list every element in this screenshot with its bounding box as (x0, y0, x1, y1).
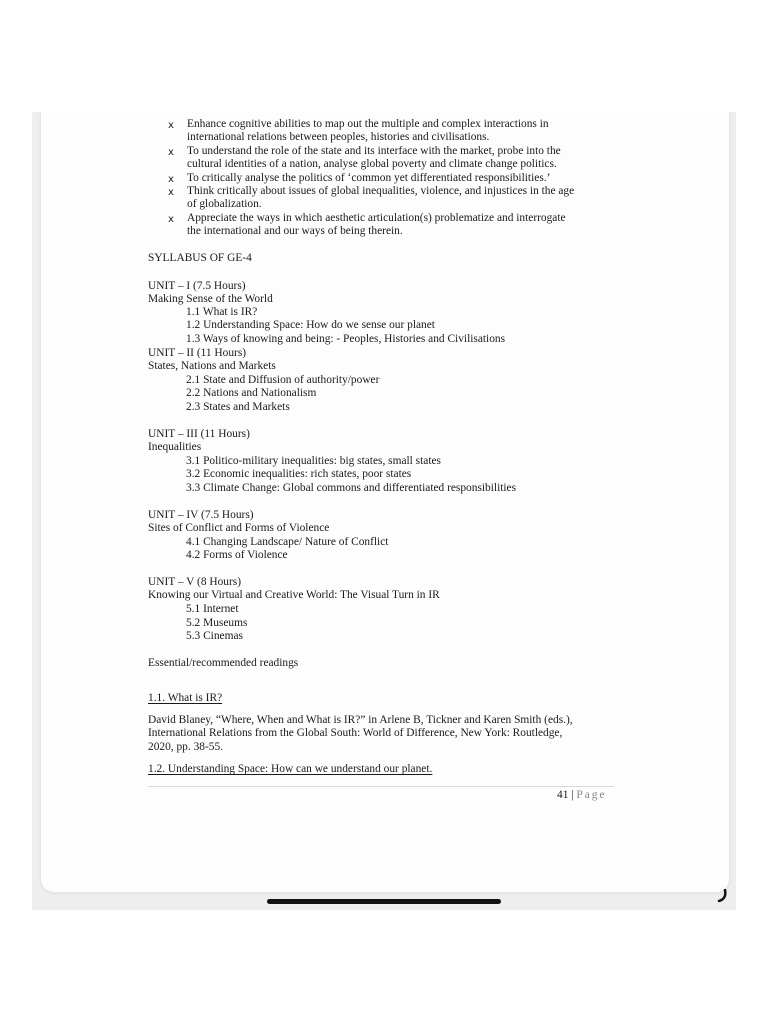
page-number (557, 789, 607, 803)
bullet-text-line: international relations between peoples, histories and civilisations. (187, 131, 490, 143)
bullet-marker: x (168, 214, 174, 225)
unit-topic: 5.3 Cinemas (186, 630, 243, 642)
unit-title: Inequalities (148, 441, 202, 453)
unit-heading: UNIT – IV (7.5 Hours) (148, 509, 254, 521)
unit-topic: 2.2 Nations and Nationalism (186, 387, 317, 399)
bullet-text-line: cultural identities of a nation, analyse global poverty and climate change politics. (187, 158, 557, 170)
bullet-marker: x (168, 120, 174, 131)
unit-topic: 4.1 Changing Landscape/ Nature of Conflict (186, 536, 389, 548)
page-number-separator: | (568, 789, 577, 801)
reading-citation-line: David Blaney, “Where, When and What is IR?” in Arlene B, Tickner and Karen Smith (eds.), (148, 714, 573, 726)
bullet-marker: x (168, 174, 174, 185)
bullet-text-line: Appreciate the ways in which aesthetic articulation(s) problematize and interrogate (187, 212, 566, 224)
reading-citation-line: International Relations from the Global South: World of Difference, New York: Routledge, (148, 727, 563, 739)
reading-section-heading: 1.2. Understanding Space: How can we understand our planet. (148, 763, 433, 775)
unit-topic: 1.3 Ways of knowing and being: - Peoples, Histories and Civilisations (186, 333, 506, 345)
unit-topic: 1.2 Understanding Space: How do we sense our planet (186, 319, 435, 331)
unit-heading: UNIT – III (11 Hours) (148, 428, 250, 440)
unit-heading: UNIT – II (11 Hours) (148, 347, 247, 359)
unit-topic: 5.1 Internet (186, 603, 239, 615)
page-number-value: 41 (557, 789, 569, 801)
bullet-text-line: To critically analyse the politics of ‘common yet differentiated responsibilities.’ (187, 172, 551, 184)
bullet-text-line: To understand the role of the state and its interface with the market, probe into the (187, 145, 561, 157)
bullet-text-line: Enhance cognitive abilities to map out the multiple and complex interactions in (187, 118, 549, 130)
unit-heading: UNIT – V (8 Hours) (148, 576, 242, 588)
unit-topic: 1.1 What is IR? (186, 306, 258, 318)
unit-title: States, Nations and Markets (148, 360, 276, 372)
bullet-text-line: Think critically about issues of global inequalities, violence, and injustices in the age (187, 185, 575, 197)
readings-heading: Essential/recommended readings (148, 657, 299, 669)
unit-topic: 5.2 Museums (186, 617, 248, 629)
bullet-text-line: the international and our ways of being therein. (187, 225, 403, 237)
unit-topic: 2.1 State and Diffusion of authority/power (186, 374, 380, 386)
unit-title: Sites of Conflict and Forms of Violence (148, 522, 330, 534)
unit-title: Making Sense of the World (148, 293, 273, 305)
unit-heading: UNIT – I (7.5 Hours) (148, 280, 246, 292)
reading-citation-line: 2020, pp. 38-55. (148, 741, 223, 753)
bullet-marker: x (168, 147, 174, 158)
reading-section-heading: 1.1. What is IR? (148, 692, 223, 704)
syllabus-title: SYLLABUS OF GE-4 (148, 252, 252, 264)
unit-topic: 2.3 States and Markets (186, 401, 290, 413)
unit-topic: 4.2 Forms of Violence (186, 549, 288, 561)
resize-handle-icon[interactable] (716, 889, 728, 903)
home-indicator[interactable] (267, 899, 501, 904)
page-label: Page (576, 789, 607, 801)
unit-topic: 3.3 Climate Change: Global commons and differentiated responsibilities (186, 482, 517, 494)
bullet-marker: x (168, 187, 174, 198)
unit-title: Knowing our Virtual and Creative World: The Visual Turn in IR (148, 589, 440, 601)
unit-topic: 3.2 Economic inequalities: rich states, poor states (186, 468, 412, 480)
unit-topic: 3.1 Politico-military inequalities: big states, small states (186, 455, 441, 467)
bullet-text-line: of globalization. (187, 198, 262, 210)
footer-rule (148, 786, 614, 787)
